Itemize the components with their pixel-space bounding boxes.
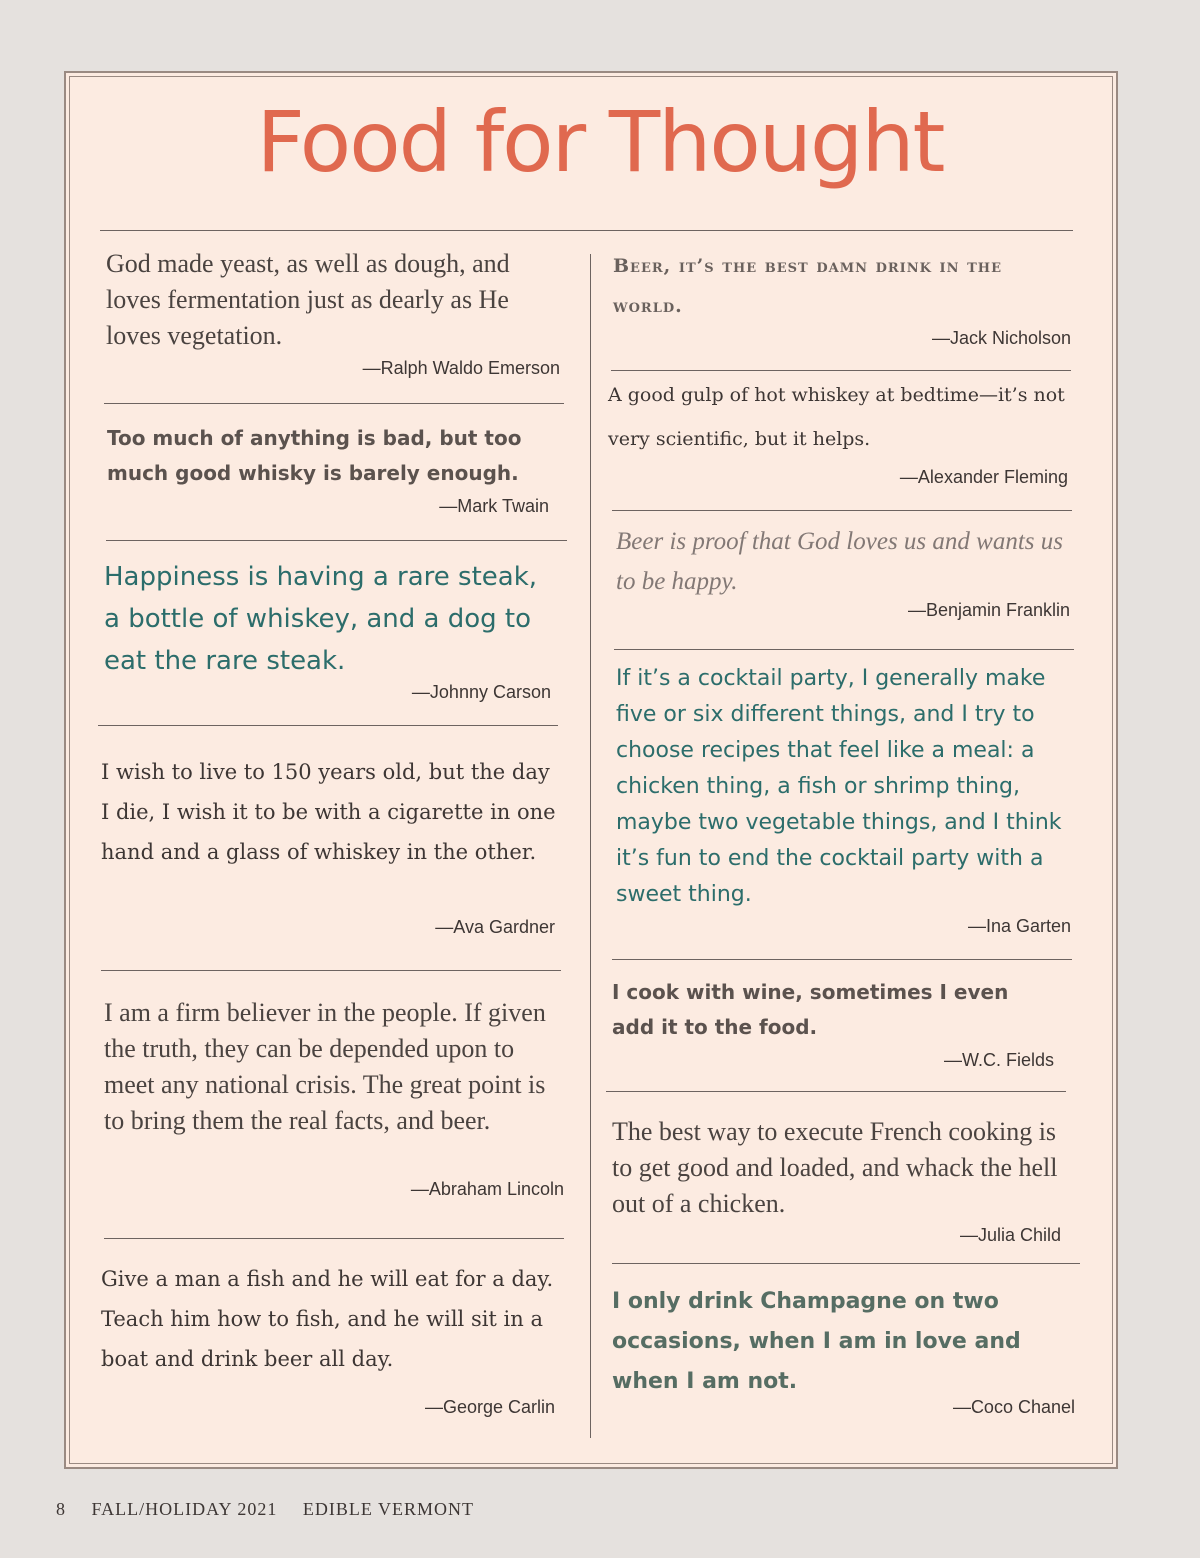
quote-text: I wish to live to 150 years old, but the day I die, I wish it to be with a cigarette in one hand and a glass of whiskey in the other. [101,760,556,864]
quote-text: God made yeast, as well as dough, and loves fermentation just as dearly as He loves vegetation. [106,249,510,350]
quote-author: —Johnny Carson [411,682,551,702]
quote-divider [611,370,1071,371]
quote-author: —Benjamin Franklin [907,600,1070,620]
quote-divider [104,1238,564,1239]
quote-divider [614,649,1074,650]
quote-text: I am a firm believer in the people. If given the truth, they can be depended upon to meet any national crisis. The great point is to bring them the real facts, and beer. [104,998,546,1135]
quote-text: If it’s a cocktail party, I generally make five or six different things, and I try to choose recipes that feel like a meal: a chicken thing, a fish or shrimp thing, maybe two vegetable things, and I think it’s fun to end the cocktail party with a sweet thing. [616,666,1062,907]
quote-divider [106,540,567,541]
page-title: Food for Thought [256,93,944,191]
quote-text: A good gulp of hot whiskey at bedtime—it’s not very scientific, but it helps. [608,384,1065,450]
quote-text: Beer, it’s the best damn drink in the world. [613,255,1002,317]
quote-author: —Alexander Fleming [899,467,1068,487]
quote-text: I only drink Champagne on two occasions, when I am in love and when I am not. [612,1289,1021,1394]
quote-text: Too much of anything is bad, but too much good whisky is barely enough. [107,426,522,485]
quote-author: —Ava Gardner [435,917,555,937]
quote-text: Beer is proof that God loves us and wants us to be happy. [616,528,1063,595]
quote-divider [612,959,1072,960]
issue-label: FALL/HOLIDAY 2021 [91,1499,278,1519]
quote-author: —Ina Garten [967,916,1071,936]
quote-divider [104,403,564,404]
quote-divider [101,970,561,971]
quote-divider [98,725,558,726]
quote-text: I cook with wine, sometimes I even add it to the food. [612,980,1009,1039]
quote-author: —Ralph Waldo Emerson [362,358,560,378]
page-number: 8 [56,1499,66,1519]
quote-divider [606,1091,1066,1092]
page-footer [56,1499,494,1520]
quote-author: —W.C. Fields [943,1050,1054,1070]
title-divider [100,230,1073,231]
quote-author: —Abraham Lincoln [410,1179,564,1199]
quote-author: —George Carlin [424,1397,555,1417]
quote-divider [612,1263,1080,1264]
quote-author: —Mark Twain [439,496,549,516]
publication-name: EDIBLE VERMONT [302,1499,475,1519]
quote-author: —Jack Nicholson [931,328,1071,348]
quote-text: The best way to execute French cooking is to get good and loaded, and whack the hell out of a chicken. [612,1117,1058,1218]
quote-divider [612,510,1072,511]
quote-text: Happiness is having a rare steak, a bottle of whiskey, and a dog to eat the rare steak. [104,562,538,676]
quote-text: Give a man a fish and he will eat for a day. Teach him how to fish, and he will sit in a boat and drink beer all day. [101,1267,554,1371]
quote-author: —Coco Chanel [952,1397,1075,1417]
quote-author: —Julia Child [959,1225,1061,1245]
column-divider [590,254,591,1438]
